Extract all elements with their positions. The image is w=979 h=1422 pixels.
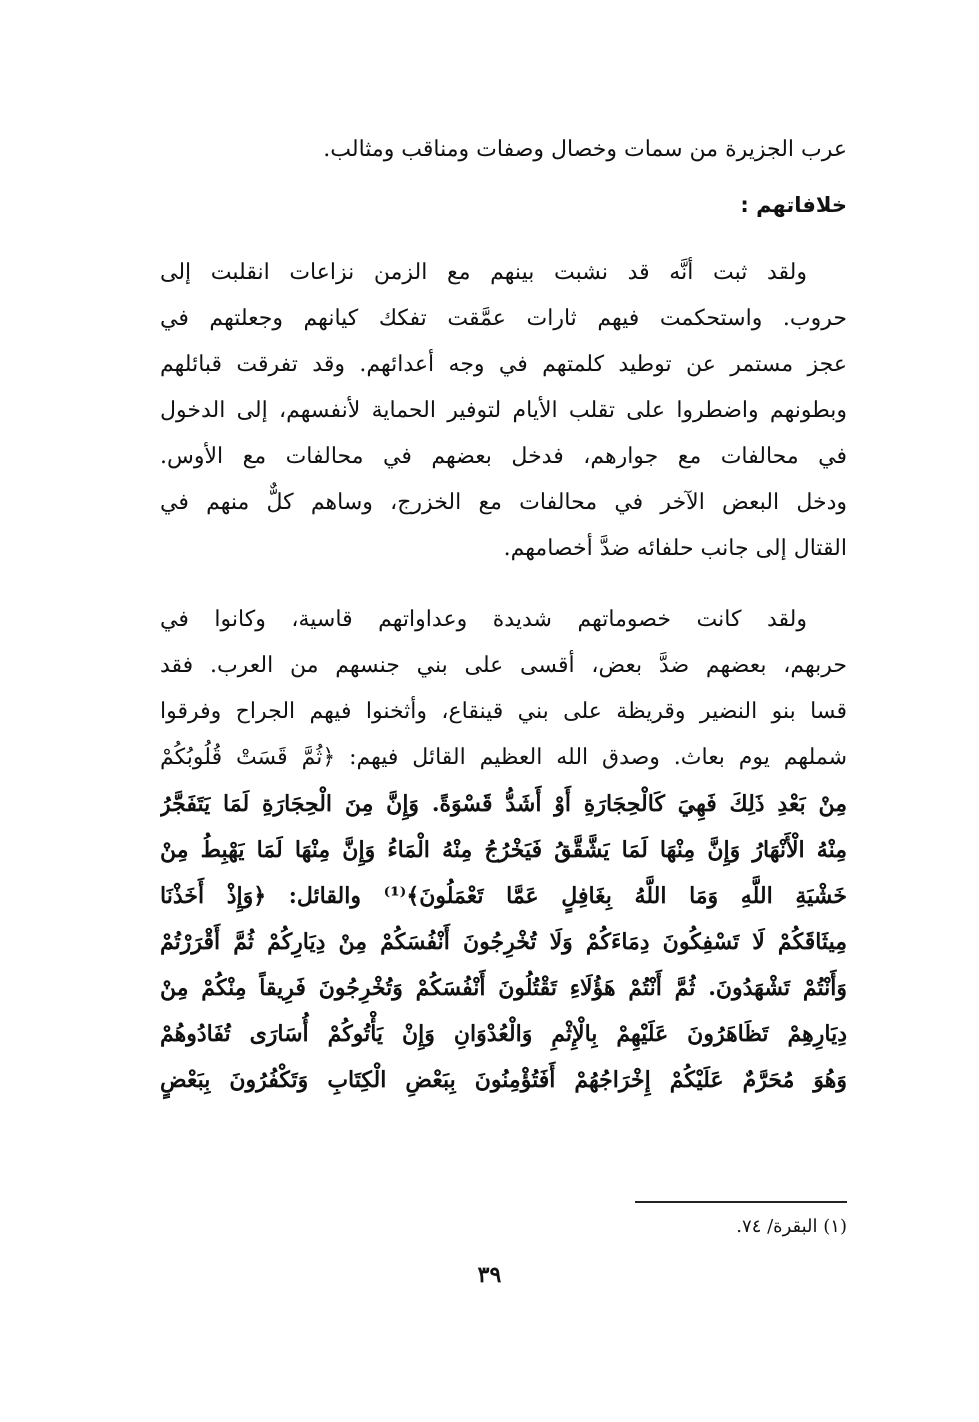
footnote: (١) البقرة/ ٧٤.	[736, 1216, 847, 1237]
quran-line: دِيَارِهِمْ تَظَاهَرُونَ عَلَيْهِمْ بِالْإِثْمِ وَالْعُدْوَانِ وَإِنْ يَأْتُوكُمْ أُسَارَى تُفَادُوهُمْ	[160, 1021, 847, 1047]
paragraph-line: ودخل البعض الآخر في محالفات مع الخزرج، وساهم كلٌّ منهم في	[160, 490, 847, 515]
footnote-divider	[635, 1201, 847, 1203]
paragraph-line: قسا بنو النضير وقريظة على بني قينقاع، وأثخنوا فيهم الجراح وفرقوا	[160, 699, 847, 724]
paragraph-line: ولقد كانت خصوماتهم شديدة وعداواتهم قاسية، وكانوا في	[160, 607, 807, 632]
quran-line: مِنْ بَعْدِ ذَلِكَ فَهِيَ كَالْحِجَارَةِ أَوْ أَشَدُّ قَسْوَةً. وَإِنَّ مِنَ الْحِجَارَةِ لَمَا يَتَفَجَّرُ	[160, 791, 847, 817]
quran-line: مِيثَاقَكُمْ لَا تَسْفِكُونَ دِمَاءَكُمْ وَلَا تُخْرِجُونَ أَنْفُسَكُمْ مِنْ دِيَارِكُمْ ثُمَّ أَقْرَرْتُمْ	[160, 929, 847, 955]
quran-line: وَهُوَ مُحَرَّمٌ عَلَيْكُمْ إِخْرَاجُهُمْ أَفَتُؤْمِنُونَ بِبَعْضِ الْكِتَابِ وَتَكْفُرُونَ بِبَعْضٍ	[160, 1067, 847, 1093]
page-number: ٣٩	[477, 1262, 502, 1288]
paragraph-line: في محالفات مع جوارهم، فدخل بعضهم في محالفات مع الأوس.	[160, 444, 847, 469]
intro-block	[160, 127, 847, 173]
section-heading: خلافاتهم :	[740, 193, 847, 217]
paragraph-1	[160, 250, 847, 572]
paragraph-2	[160, 597, 847, 1103]
intro-line: عرب الجزيرة من سمات وخصال وصفات ومناقب ومثالب.	[323, 137, 847, 162]
paragraph-line: حروب. واستحكمت فيهم ثارات عمَّقت تفكك كيانهم وجعلتهم في	[160, 306, 847, 331]
paragraph-line: القتال إلى جانب حلفائه ضدَّ أخصامهم.	[503, 536, 847, 561]
paragraph-line: وبطونهم واضطروا على تقلب الأيام لتوفير الحماية لأنفسهم، إلى الدخول	[160, 398, 847, 423]
paragraph-line: عجز مستمر عن توطيد كلمتهم في وجه أعدائهم. وقد تفرقت قبائلهم	[160, 352, 847, 377]
quran-line: وَأَنْتُمْ تَشْهَدُونَ. ثُمَّ أَنْتُمْ هَؤُلَاءِ تَقْتُلُونَ أَنْفُسَكُمْ وَتُخْرِجُونَ فَرِيقاً مِنْكُمْ مِنْ	[160, 975, 847, 1001]
paragraph-line: حربهم، بعضهم ضدَّ بعض، أقسى على بني جنسهم من العرب. فقد	[160, 653, 847, 678]
paragraph-line: شملهم يوم بعاث. وصدق الله العظيم القائل فيهم: ﴿ثُمَّ قَسَتْ قُلُوبُكُمْ	[160, 745, 847, 770]
quran-line: مِنْهُ الْأَنْهَارُ وَإِنَّ مِنْهَا لَمَا يَشَّقَّقُ فَيَخْرُجُ مِنْهُ الْمَاءُ وَإِنَّ مِنْهَا لَمَا يَهْبِطُ مِنْ	[160, 837, 847, 863]
quran-line: خَشْيَةِ اللَّهِ وَمَا اللَّهُ بِغَافِلٍ عَمَّا تَعْمَلُونَ﴾⁽¹⁾ والقائل: ﴿وَإِذْ أَخَذْنَا	[160, 883, 847, 909]
paragraph-line: ولقد ثبت أنَّه قد نشبت بينهم مع الزمن نزاعات انقلبت إلى	[160, 260, 807, 285]
